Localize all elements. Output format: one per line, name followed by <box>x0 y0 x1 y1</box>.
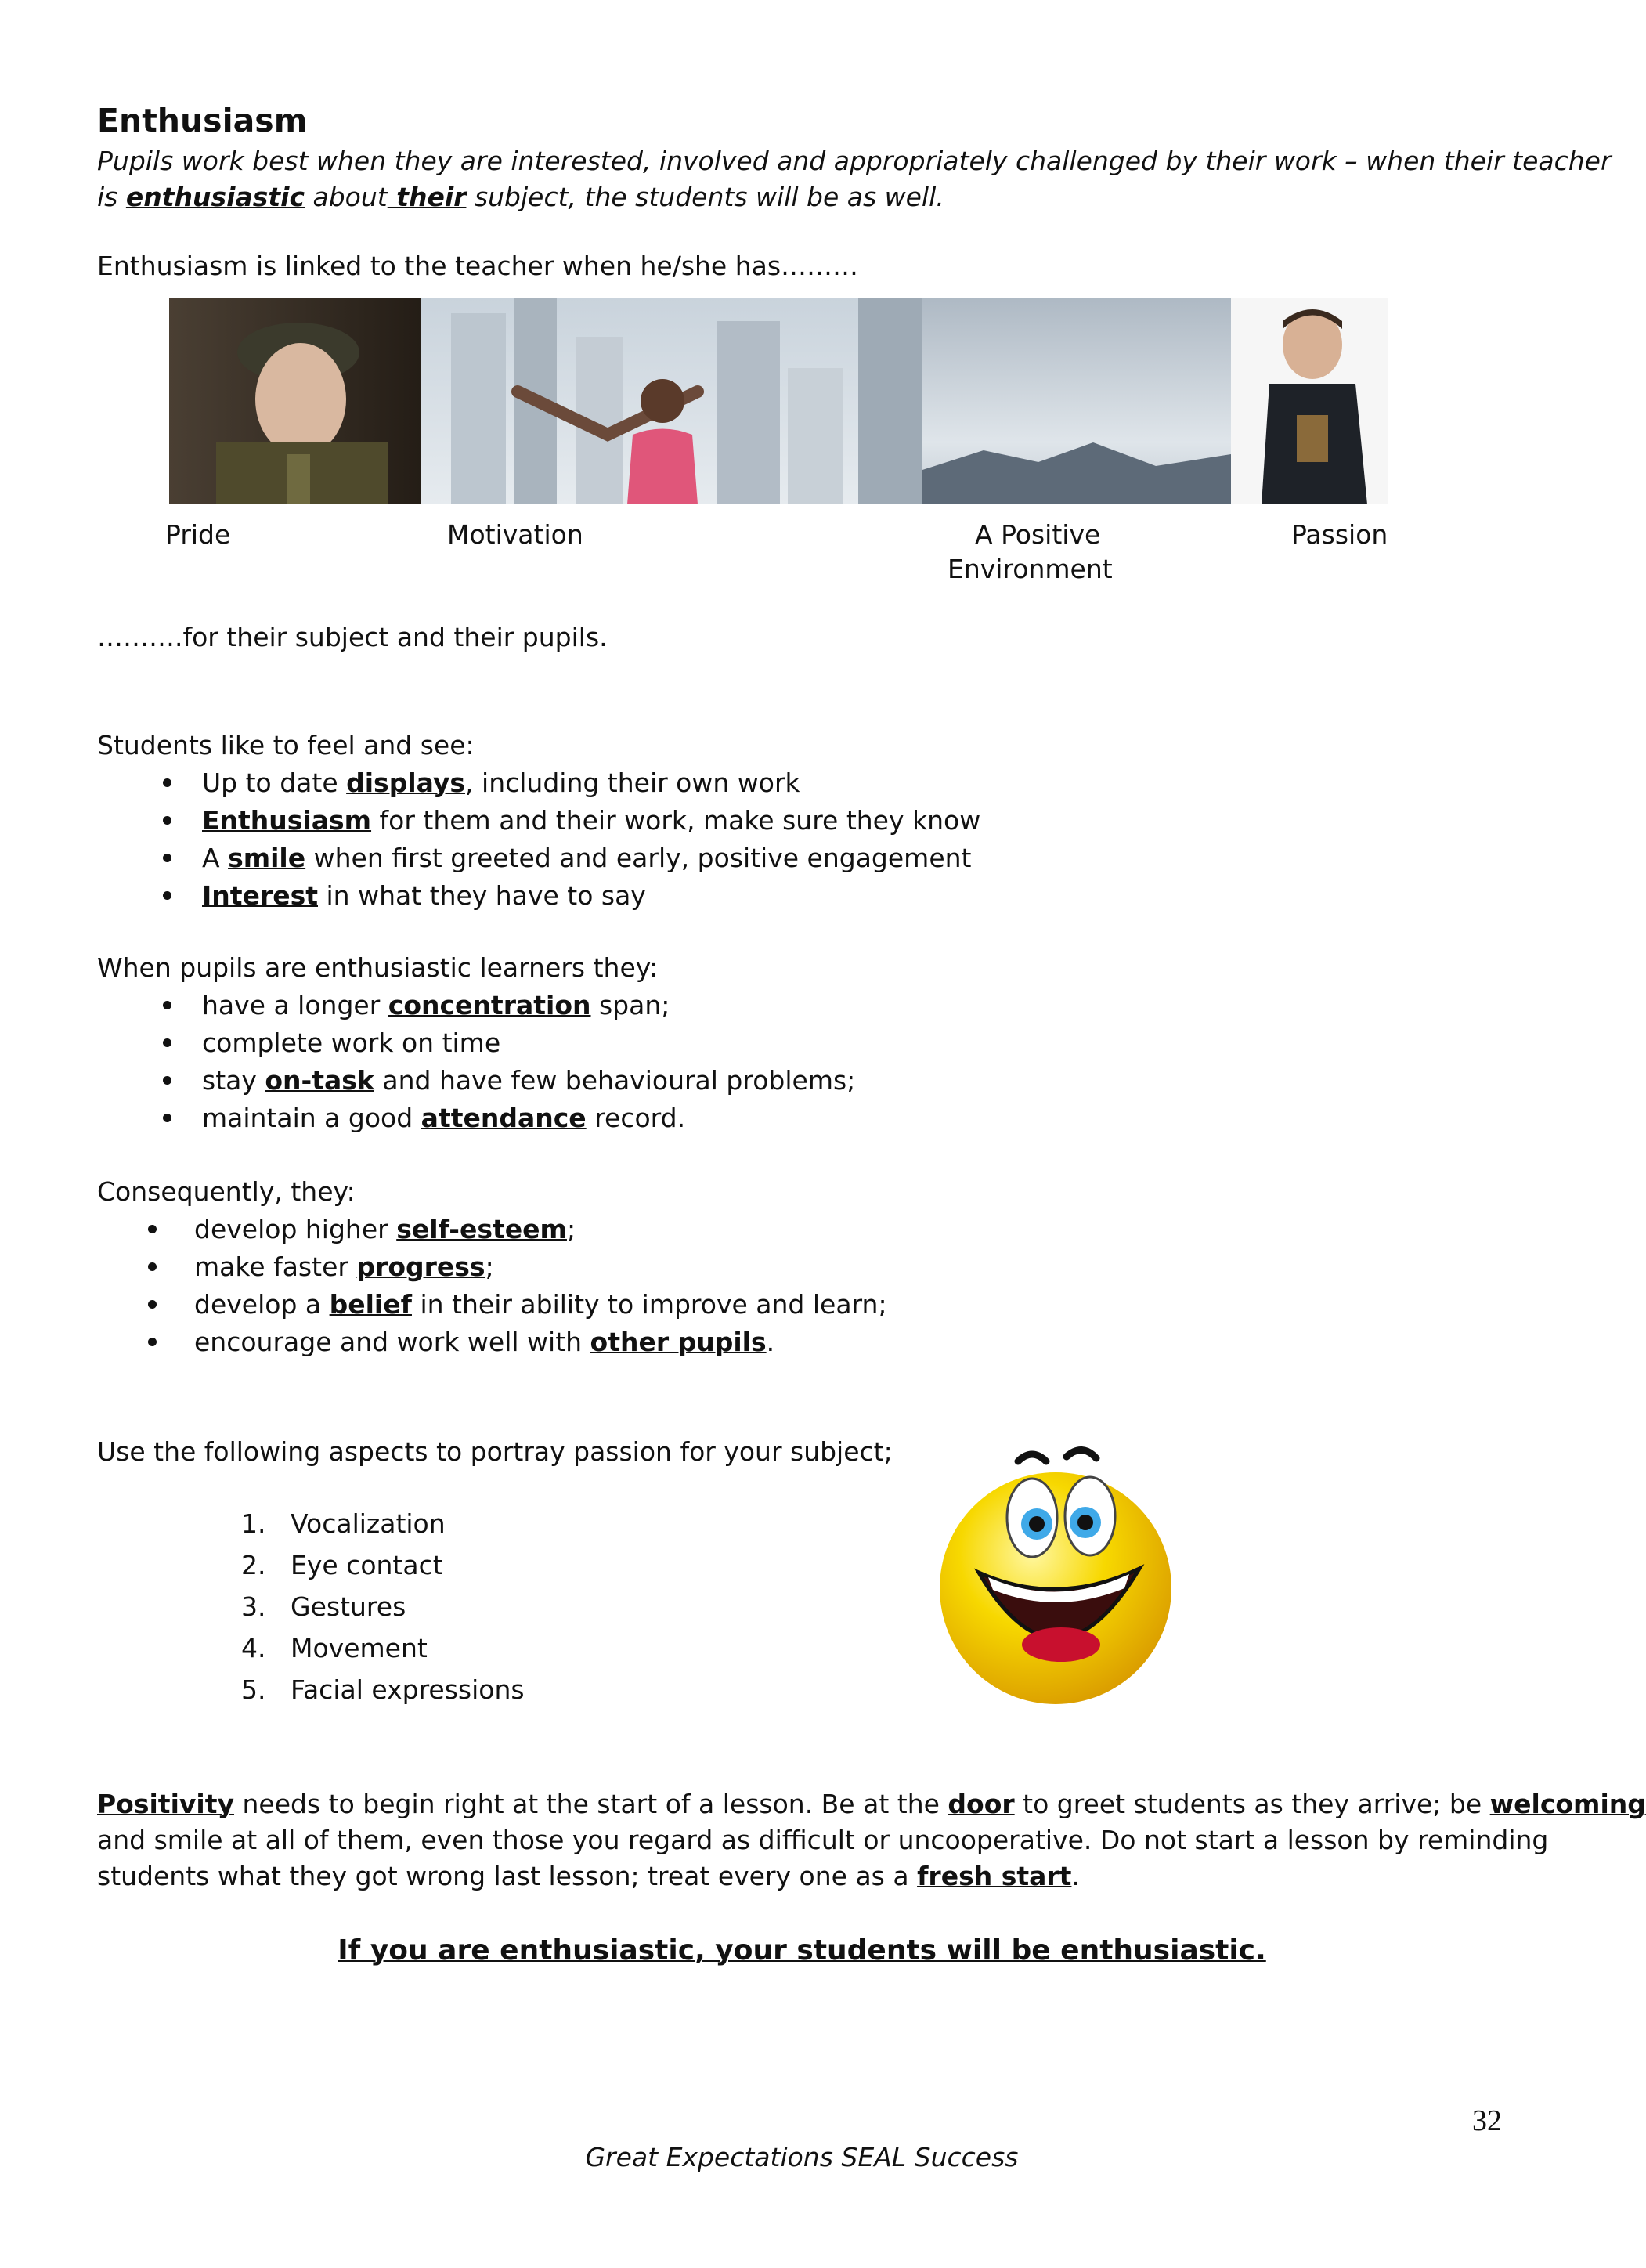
keyword-their: their <box>387 182 467 212</box>
list-item: encourage and work well with other pupils. <box>194 1327 775 1357</box>
passion-photo <box>1231 298 1388 504</box>
consequently-heading: Consequently, they: <box>97 1176 356 1207</box>
pride-photo <box>169 298 421 504</box>
linked-text: Enthusiasm is linked to the teacher when he/she has……… <box>97 251 859 281</box>
bullet <box>148 1225 157 1233</box>
footer-text: Great Expectations SEAL Success <box>585 2142 1019 2172</box>
positivity-line-2: and smile at all of them, even those you regard as difficult or uncooperative. Do not start a lesson by reminding <box>97 1825 1549 1855</box>
caption-pride: Pride <box>165 519 231 550</box>
list-item: Movement <box>291 1633 428 1663</box>
keyword-fresh-start: fresh start <box>917 1861 1072 1891</box>
caption-environment: Environment <box>948 554 1113 584</box>
page-heading: Enthusiasm <box>97 102 308 139</box>
keyword-enthusiastic: enthusiastic <box>125 182 305 212</box>
list-item: develop a belief in their ability to improve and learn; <box>194 1289 887 1320</box>
caption-motivation: Motivation <box>447 519 583 550</box>
list-item: Interest in what they have to say <box>202 880 646 911</box>
caption-a-positive: A Positive <box>975 519 1101 550</box>
smiley-face-icon <box>932 1439 1182 1706</box>
bullet <box>163 1038 171 1047</box>
intro-line-2: is enthusiastic about their subject, the students will be as well. <box>97 182 944 212</box>
list-item: develop higher self-esteem; <box>194 1214 576 1244</box>
list-number: 5. <box>241 1674 266 1705</box>
bullet <box>163 854 171 862</box>
positivity-line-1: Positivity needs to begin right at the start of a lesson. Be at the door to greet students as they arrive; be welcoming <box>97 1789 1646 1819</box>
keyword-welcoming: welcoming <box>1489 1789 1646 1819</box>
page-number: 32 <box>1472 2104 1502 2137</box>
bullet <box>163 1076 171 1085</box>
bullet <box>163 1114 171 1122</box>
list-item: stay on-task and have few behavioural problems; <box>202 1065 856 1096</box>
aspects-heading: Use the following aspects to portray passion for your subject; <box>97 1436 893 1467</box>
list-item: make faster progress; <box>194 1251 494 1282</box>
motivation-photo <box>421 298 922 504</box>
enthusiasm-banner-image <box>169 298 1388 504</box>
list-item: Up to date displays, including their own work <box>202 767 800 798</box>
list-item: maintain a good attendance record. <box>202 1103 686 1133</box>
closing-statement: If you are enthusiastic, your students will be enthusiastic. <box>338 1934 1266 1966</box>
intro-line-1: Pupils work best when they are interested, involved and appropriately challenged by their work – when their teacher <box>97 146 1612 176</box>
bullet <box>148 1300 157 1309</box>
list-number: 3. <box>241 1591 266 1622</box>
list-item: Vocalization <box>291 1508 446 1539</box>
list-item: A smile when first greeted and early, positive engagement <box>202 843 972 873</box>
bullet <box>163 778 171 787</box>
list-item: Facial expressions <box>291 1674 525 1705</box>
for-subject-text: ……….for their subject and their pupils. <box>97 622 608 652</box>
enthusiastic-learners-heading: When pupils are enthusiastic learners they: <box>97 952 658 983</box>
bullet <box>148 1262 157 1271</box>
list-item: Gestures <box>291 1591 406 1622</box>
keyword-positivity: Positivity <box>97 1789 235 1819</box>
list-item: Eye contact <box>291 1550 443 1580</box>
list-number: 4. <box>241 1633 266 1663</box>
list-number: 1. <box>241 1508 266 1539</box>
environment-photo <box>922 298 1231 504</box>
positivity-line-3: students what they got wrong last lesson; treat every one as a fresh start. <box>97 1861 1080 1891</box>
bullet <box>163 891 171 900</box>
list-item: Enthusiasm for them and their work, make sure they know <box>202 805 981 836</box>
bullet <box>163 1001 171 1009</box>
bullet <box>163 816 171 825</box>
students-like-heading: Students like to feel and see: <box>97 730 475 760</box>
list-number: 2. <box>241 1550 266 1580</box>
keyword-door: door <box>948 1789 1015 1819</box>
bullet <box>148 1338 157 1346</box>
list-item: complete work on time <box>202 1027 501 1058</box>
list-item: have a longer concentration span; <box>202 990 670 1020</box>
caption-passion: Passion <box>1291 519 1388 550</box>
